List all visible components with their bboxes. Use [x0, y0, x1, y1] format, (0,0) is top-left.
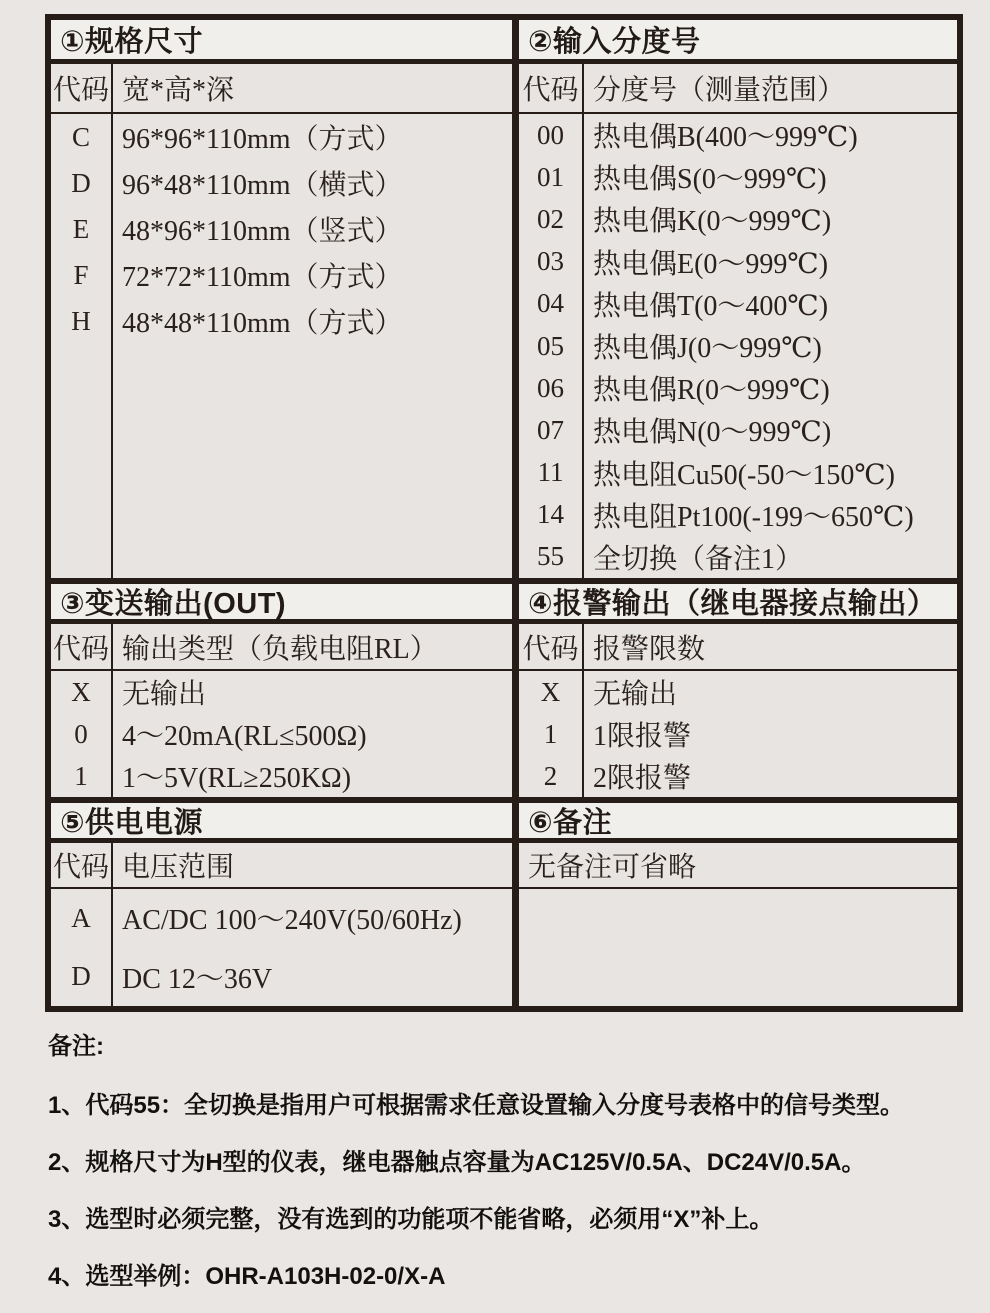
table-row — [519, 409, 957, 451]
desc-cell: 48*96*110mm（竖式） — [122, 216, 403, 247]
desc-cell: 1～5V(RL≥250KΩ) — [122, 763, 352, 794]
code-cell: 07 — [519, 409, 584, 451]
power-code-header: 代码 — [51, 843, 113, 887]
code-cell — [51, 344, 113, 578]
table-row — [51, 671, 512, 713]
out-desc-header: 输出类型（负载电阻RL） — [122, 633, 438, 665]
code-cell: 11 — [519, 452, 584, 494]
input-column-headers — [519, 64, 957, 112]
table-row — [519, 283, 957, 325]
column-header-row-1 — [51, 64, 957, 114]
section-header-row-3 — [51, 803, 957, 843]
code-cell: A — [51, 889, 113, 948]
code-cell: 14 — [519, 494, 584, 536]
alarm-rows — [519, 671, 957, 797]
desc-cell: 热电偶E(0～999℃) — [593, 248, 829, 280]
desc-cell: 48*48*110mm（方式） — [122, 308, 403, 339]
input-desc-header: 分度号（测量范围） — [593, 75, 846, 106]
table-row — [519, 494, 957, 536]
footnote-item: 2、规格尺寸为H型的仪表，继电器触点容量为AC125V/0.5A、DC24V/0.5A。 — [48, 1149, 866, 1176]
section-out-title: ③变送输出(OUT) — [60, 588, 287, 620]
selection-table — [45, 14, 963, 1012]
input-code-header: 代码 — [519, 64, 584, 112]
section-input-header-cell — [519, 20, 957, 59]
data-band-1 — [51, 114, 957, 584]
spec-desc-header: 宽*高*深 — [122, 75, 235, 106]
section-spec-header-cell — [51, 20, 519, 59]
table-row — [519, 198, 957, 240]
data-band-2 — [51, 671, 957, 803]
desc-cell: 全切换（备注1） — [593, 543, 804, 575]
code-cell: 05 — [519, 325, 584, 367]
table-row — [51, 948, 512, 1007]
code-cell: 03 — [519, 241, 584, 283]
alarm-column-headers — [519, 624, 957, 669]
power-desc-header: 电压范围 — [122, 852, 235, 883]
desc-cell: DC 12～36V — [122, 963, 273, 995]
code-cell: 1 — [519, 713, 584, 755]
code-cell: 55 — [519, 536, 584, 578]
alarm-code-header: 代码 — [519, 624, 584, 669]
code-cell: X — [519, 671, 584, 713]
section-input-title: ②输入分度号 — [528, 26, 701, 58]
desc-cell: 无输出 — [593, 679, 678, 710]
table-row — [51, 160, 512, 206]
desc-cell: 热电阻Pt100(-199～650℃) — [593, 501, 914, 533]
column-header-row-3 — [51, 843, 957, 889]
code-cell: D — [51, 948, 113, 1007]
code-cell: 01 — [519, 156, 584, 198]
table-row — [519, 452, 957, 494]
alarm-desc-header: 报警限数 — [593, 633, 706, 665]
spec-code-header: 代码 — [51, 64, 113, 112]
code-cell: 2 — [519, 755, 584, 797]
empty-row — [51, 344, 512, 578]
desc-cell: 热电偶B(400～999℃) — [593, 122, 858, 154]
table-row — [519, 671, 957, 713]
code-cell: X — [51, 671, 113, 713]
section-spec-title: ①规格尺寸 — [60, 26, 204, 58]
section-out-header-cell — [51, 584, 519, 619]
section-header-row-2 — [51, 584, 957, 624]
desc-cell: 热电阻Cu50(-50～150℃) — [593, 459, 895, 491]
input-rows — [519, 114, 957, 578]
note-content-cell — [519, 843, 957, 887]
desc-cell: 热电偶R(0～999℃) — [593, 375, 830, 407]
footnote-item: 3、选型时必须完整，没有选到的功能项不能省略，必须用“X”补上。 — [48, 1206, 774, 1233]
section-power-title: ⑤供电电源 — [60, 807, 204, 839]
code-cell: 04 — [519, 283, 584, 325]
footnote-item: 4、选型举例：OHR-A103H-02-0/X-A — [48, 1263, 446, 1290]
desc-cell — [113, 344, 512, 578]
table-row — [51, 298, 512, 344]
desc-cell: 无输出 — [122, 679, 207, 710]
desc-cell: 96*96*110mm（方式） — [122, 124, 403, 155]
out-code-header: 代码 — [51, 624, 113, 669]
footnote-item: 1、代码55：全切换是指用户可根据需求任意设置输入分度号表格中的信号类型。 — [48, 1092, 905, 1119]
table-row — [519, 536, 957, 578]
code-cell: F — [51, 252, 113, 298]
footnotes — [48, 1026, 968, 1313]
code-cell: 0 — [51, 713, 113, 755]
column-header-row-2 — [51, 624, 957, 671]
table-row — [51, 206, 512, 252]
desc-cell: 热电偶J(0～999℃) — [593, 333, 822, 365]
code-cell: D — [51, 160, 113, 206]
desc-cell: 4～20mA(RL≤500Ω) — [122, 721, 367, 752]
spec-rows — [51, 114, 519, 578]
footnotes-label: 备注: — [48, 1033, 104, 1060]
section-power-header-cell — [51, 803, 519, 838]
code-cell: 02 — [519, 198, 584, 240]
power-column-headers — [51, 843, 519, 887]
data-band-3 — [51, 889, 957, 1006]
code-cell: 1 — [51, 755, 113, 797]
note-content: 无备注可省略 — [528, 852, 697, 883]
desc-cell: 2限报警 — [593, 763, 692, 794]
table-row — [519, 241, 957, 283]
desc-cell: 热电偶T(0～400℃) — [593, 290, 829, 322]
desc-cell: 热电偶S(0～999℃) — [593, 164, 827, 196]
desc-cell: 72*72*110mm（方式） — [122, 262, 403, 293]
spec-column-headers — [51, 64, 519, 112]
code-cell: C — [51, 114, 113, 160]
section-note-header-cell — [519, 803, 957, 838]
desc-cell: 热电偶N(0～999℃) — [593, 417, 832, 449]
table-row — [519, 755, 957, 797]
table-row — [519, 325, 957, 367]
section-alarm-title: ④报警输出（继电器接点输出） — [528, 588, 937, 620]
out-column-headers — [51, 624, 519, 669]
table-row — [51, 252, 512, 298]
code-cell: 06 — [519, 367, 584, 409]
table-row — [519, 156, 957, 198]
code-cell: 00 — [519, 114, 584, 156]
desc-cell: 热电偶K(0～999℃) — [593, 206, 832, 238]
note-empty-cell — [519, 889, 957, 1006]
power-rows — [51, 889, 519, 1006]
desc-cell: AC/DC 100～240V(50/60Hz) — [122, 905, 462, 937]
empty-cell — [519, 889, 957, 1006]
table-row — [519, 114, 957, 156]
code-cell: E — [51, 206, 113, 252]
out-rows — [51, 671, 519, 797]
section-header-row-1 — [51, 20, 957, 64]
section-alarm-header-cell — [519, 584, 957, 619]
table-row — [519, 367, 957, 409]
table-row — [51, 889, 512, 948]
section-note-title: ⑥备注 — [528, 807, 613, 839]
table-row — [51, 114, 512, 160]
table-row — [519, 713, 957, 755]
desc-cell: 1限报警 — [593, 721, 692, 752]
table-row — [51, 713, 512, 755]
table-row — [51, 755, 512, 797]
code-cell: H — [51, 298, 113, 344]
desc-cell: 96*48*110mm（横式） — [122, 170, 403, 201]
